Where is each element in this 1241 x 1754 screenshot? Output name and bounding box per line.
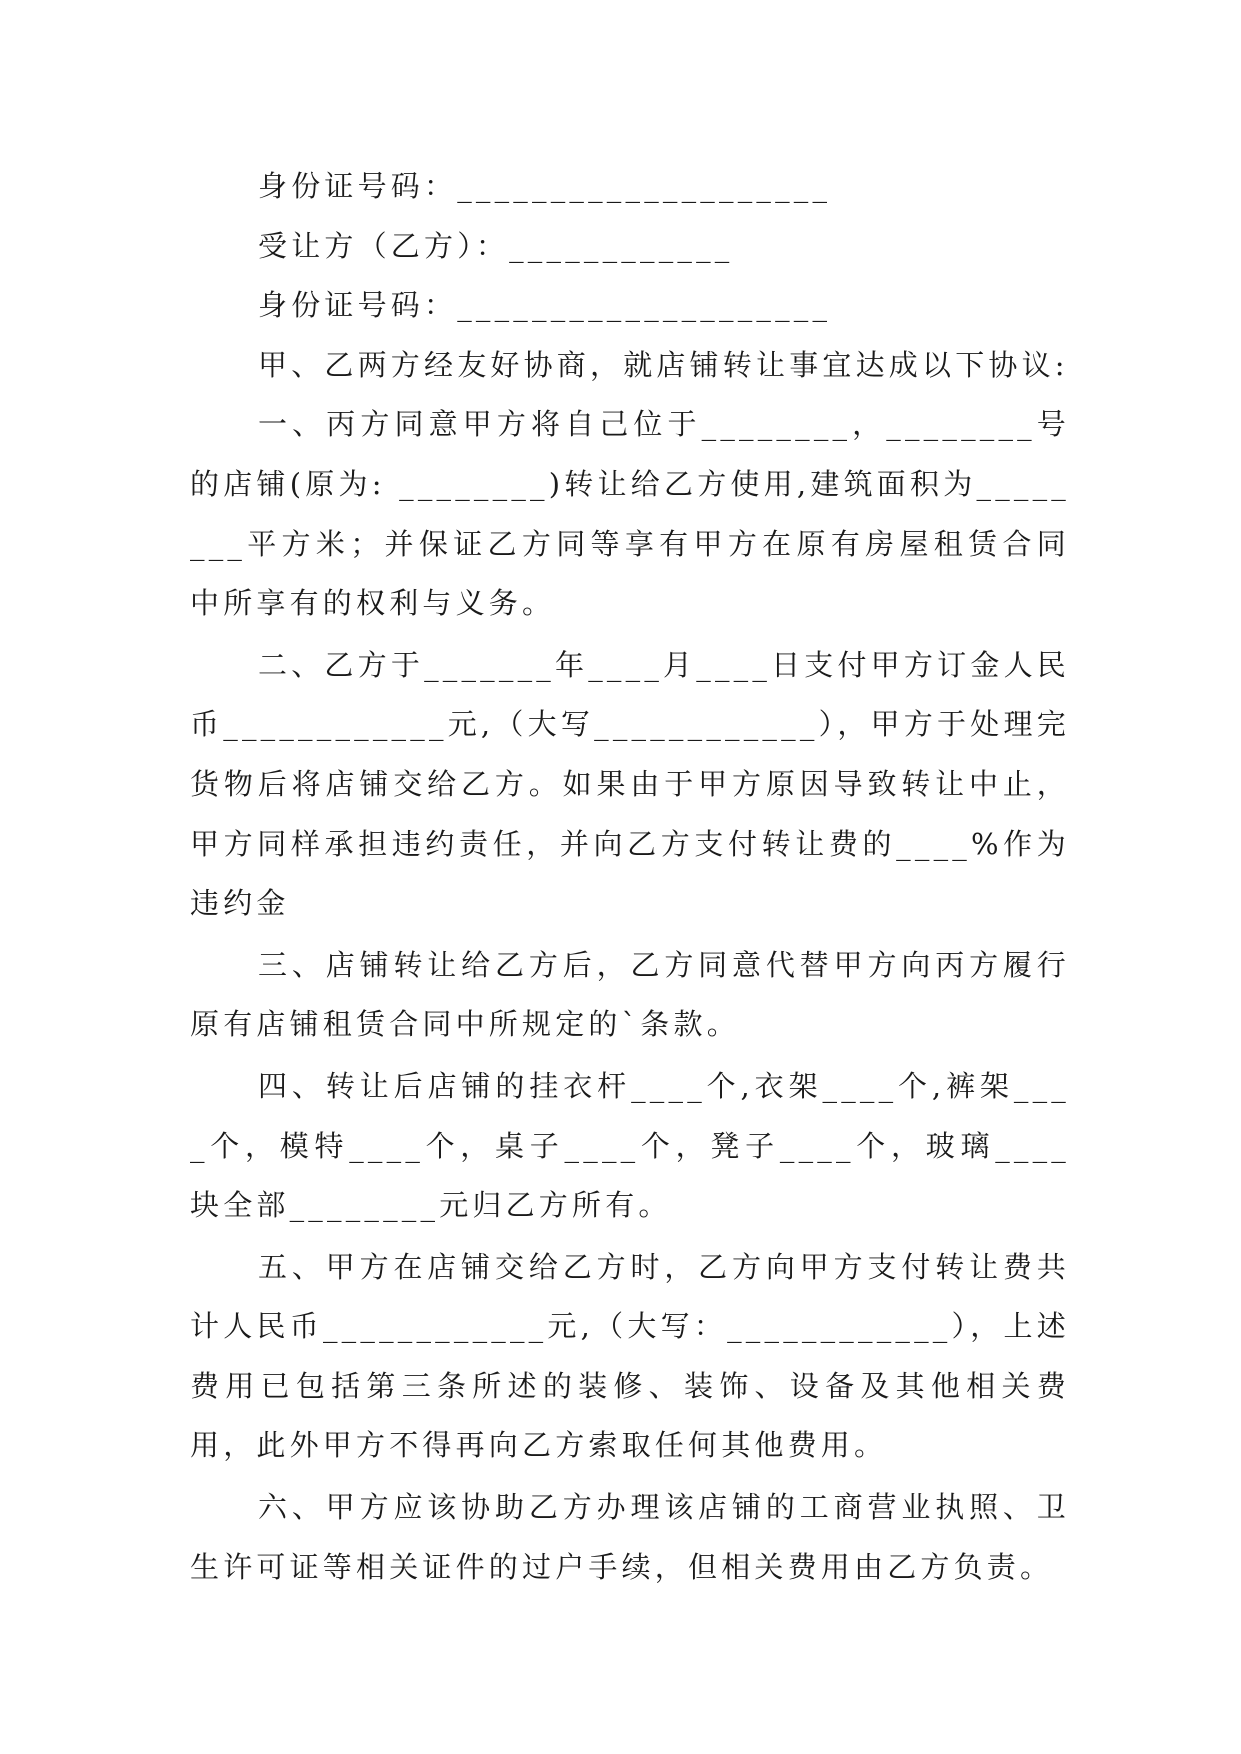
transferee-line: 受让方（乙方）：____________ [258,228,734,263]
transferee-id-number-line: 身份证号码：____________________ [258,288,832,323]
agreement-preamble: 甲、乙两方经友好协商，就店铺转让事宜达成以下协议: [258,347,1069,382]
transferor-id-number-line: 身份证号码：____________________ [258,169,832,203]
clause-3: 三、店铺转让给乙方后，乙方同意代替甲方向丙方履行原有店铺租赁合同中所规定的`条款。 [190,947,1070,1042]
document-body [190,157,1070,1597]
clause-4: 四、转让后店铺的挂衣杆____个,衣架____个,裤架____个，模特____个，桌子____个，凳子____个，玻璃____块全部________元归乙方所有。 [190,1068,1070,1223]
clause-6: 六、甲方应该协助乙方办理该店铺的工商营业执照、卫生许可证等相关证件的过户手续，但相关费用由乙方负责。 [190,1490,1070,1584]
clause-1: 一、丙方同意甲方将自己位于________，________号的店铺(原为: ________)转让给乙方使用,建筑面积为________平方米；并保证乙方同等享有甲方在原有房屋租赁合同中所享有的权利与义务。 [190,407,1070,621]
clause-5: 五、甲方在店铺交给乙方时，乙方向甲方支付转让费共计人民币____________元,（大写：____________），上述费用已包括第三条所述的装修、装饰、设备及其他相关费用，此外甲方不得再向乙方索取任何其他费用。 [190,1249,1070,1463]
clause-2: 二、乙方于_______年____月____日支付甲方订金人民币____________元,（大写____________），甲方于处理完货物后将店铺交给乙方。如果由于甲方原因导致转让中止，甲方同样承担违约责任，并向乙方支付转让费的____%作为违约金 [190,647,1070,921]
